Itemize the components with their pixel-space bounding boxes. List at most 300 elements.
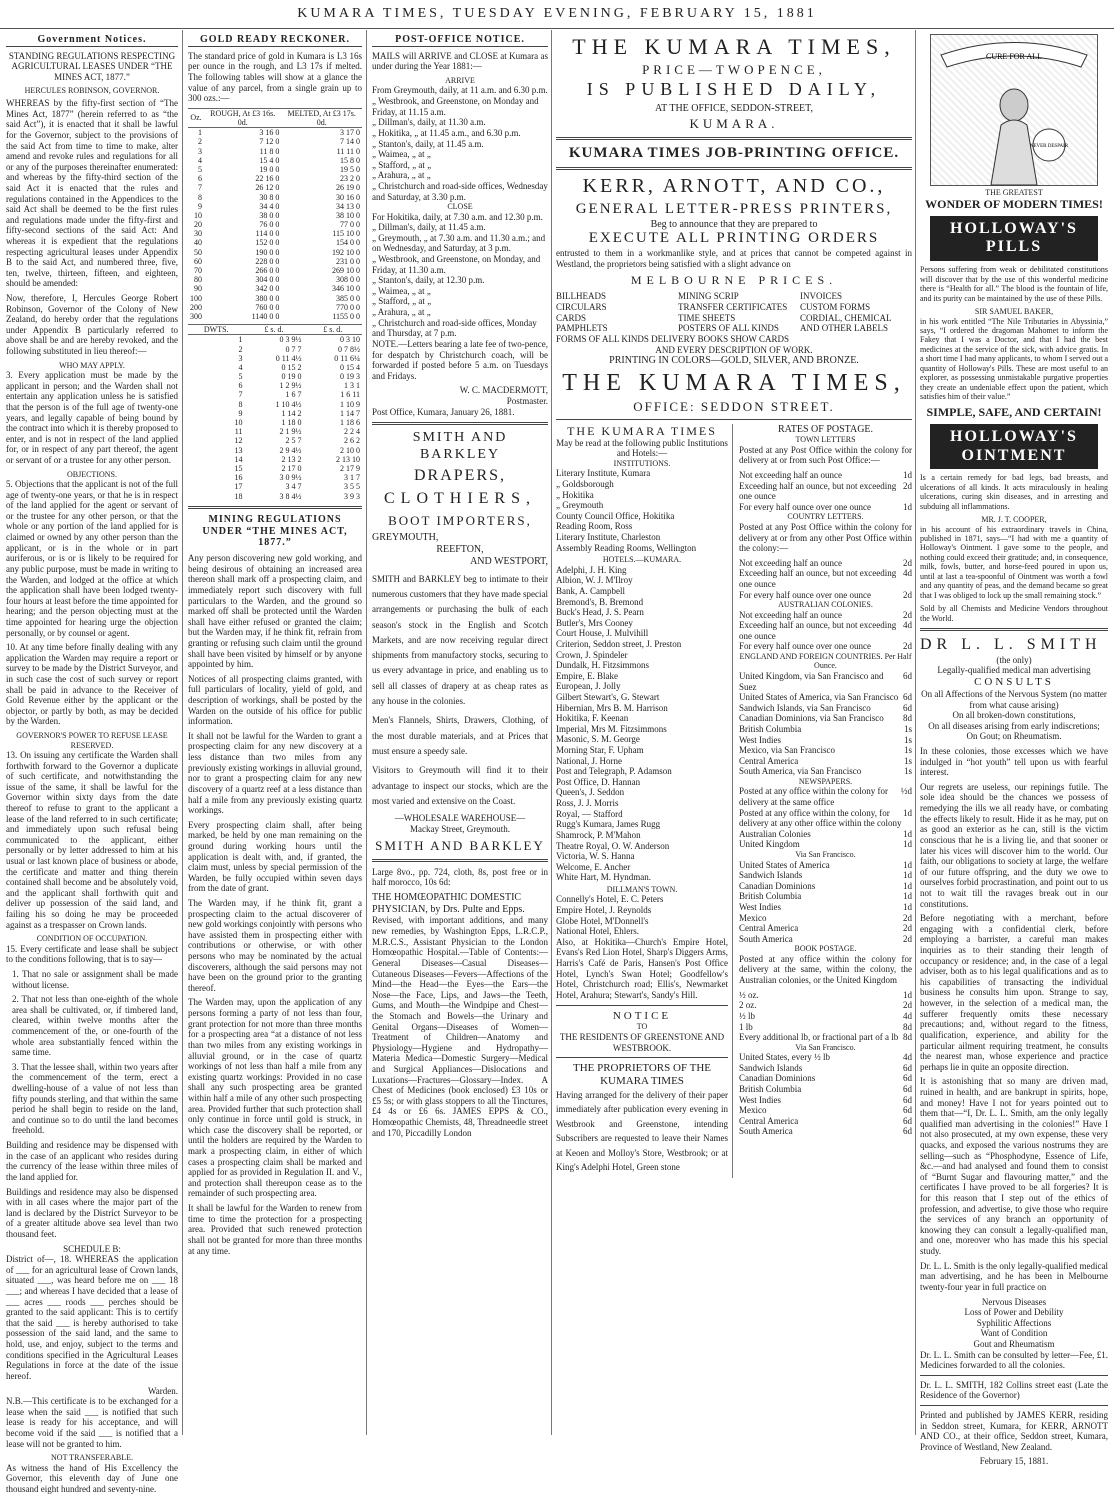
table-cell: 50 [194, 247, 202, 257]
list-item: Gilbert Stewart's, G. Stewart [556, 692, 660, 702]
paragraph: in his work entitled “The Nile Tributaries in Abyssinia,” says, “I ordered the dragoman Mahomet to inform the Fakey that I was a Doctor, and that I had the best medicines at the service of the sick, with advice gratis. In a short time I had many applicants, to whom I served out a quantity of Holloway's Pills. These are most useful to an explorer, as possessing unmistakable purgative properties they create an undeniable effect upon the patient, which satisfies him of their value.” [920, 316, 1108, 402]
list-item: „ Stanton's, daily, at 11.45 a.m. [372, 138, 484, 149]
table-cell: 34 13 0 [336, 201, 360, 211]
notice-title: STANDING REGULATIONS RESPECTING AGRICULTURAL LEASES UNDER “THE MINES ACT, 1877.” [8, 50, 176, 83]
subheading: CONDITION OF OCCUPATION. [36, 934, 148, 944]
table-cell: 3 [198, 146, 202, 156]
gold-oz-table [188, 108, 362, 321]
table-cell: 1 10 9 [340, 399, 360, 409]
subheading: OBJECTIONS. [66, 469, 117, 479]
ad-line: —WHOLESALE WAREHOUSE— [394, 813, 526, 824]
rate-value: 1d [903, 989, 912, 1000]
rate-row [739, 1032, 912, 1043]
list-item: Empire Hotel, J. Reynolds [556, 905, 652, 916]
list-item: „ Stafford, „ at „ [372, 296, 432, 307]
table-row [188, 400, 362, 409]
list-item: Butler's, Mrs Cooney [556, 617, 633, 628]
list-item: CARDS [556, 312, 587, 323]
table-cell: 1 18 6 [340, 418, 360, 428]
list-item: Bank, A. Campbell [556, 585, 625, 596]
table-header: DWTS. [188, 325, 244, 335]
table-cell: 346 10 0 [332, 284, 360, 294]
paragraph: It shall be lawful for the Warden to renew from time to time the protection for a prospecting area. Provided that such renewed protection shall not be granted for more than three months at any time. [188, 1203, 362, 1256]
paragraph: Large 8vo., pp. 724, cloth, 8s, post free or in half morocco, 10s 6d: [372, 866, 548, 888]
ad-heading: THE KUMARA TIMES, [562, 369, 906, 396]
table-cell: 38 10 0 [336, 210, 360, 220]
table-row [188, 427, 362, 436]
table-cell: 2 5 7 [285, 436, 302, 446]
ad-line: FORMS OF ALL KINDS DELIVERY BOOKS SHOW CARDS [556, 333, 789, 344]
table-cell: 770 0 0 [336, 302, 360, 312]
arrive-list [372, 85, 548, 202]
list-item: Literary Institute, Kumara [556, 468, 651, 479]
rate-value: 1d [903, 870, 912, 881]
table-cell: 16 [234, 473, 243, 483]
rate-label: South America, via San Francisco [739, 766, 862, 777]
list-item: POSTERS OF ALL KINDS [678, 323, 779, 334]
rate-label: For every half ounce over one ounce [739, 589, 871, 600]
list-item: „ Dillman's, daily, at 11.30 a.m. [372, 117, 486, 128]
table-row [188, 418, 362, 427]
rates-list [739, 610, 912, 652]
column-government-notices [6, 32, 178, 1494]
close-list [372, 212, 548, 339]
subheading: ENGLAND AND FOREIGN COUNTRIES. Per Half Ounce. [739, 652, 912, 671]
list-item: Shamrock, P. M'Mahon [556, 829, 641, 840]
rate-label: Every additional lb, or fractional part of a lb [739, 1032, 899, 1043]
rate-label: British Columbia [739, 891, 802, 902]
paragraph: 13. On issuing any certificate the Warden shall forthwith forward to the Governor a duplicate of such certificate, and notwithstanding the issue of the same, it shall be lawful for the Governor within sixty days from the date thereof to refuse to grant to the applicant a lease of the land referred to in such certificate; and immediately upon such refusal being communicated to the applicant, either personally or by letter addressed to him at his usual or last known place of business or abode, the certificate and matter and thing therein contained shall become and be absolutely void, and the applicant shall forthwith quit and deliver up possession of the said land, and failing his so doing he may be proceeded against as a trespasser on Crown lands. [6, 749, 178, 930]
table-cell: 22 16 0 [255, 174, 280, 184]
ad-line: (the only) [996, 654, 1032, 665]
rate-row [739, 1073, 912, 1084]
ad-line: TO [636, 1022, 648, 1032]
column-divider [182, 30, 183, 1435]
paragraph: Now, therefore, I, Hercules George Robert Robinson, Governor of the Colony of New Zealand, do hereby order that the regulations under Appendix B particularly referred to above shall be and are hereby revoked, and the following substituted in lieu thereof:— [6, 293, 178, 357]
table-cell: 10 [194, 210, 202, 220]
subheading: Via San Francisco. [795, 850, 856, 860]
table-cell: 1 6 7 [285, 390, 302, 400]
paragraph: 10. At any time before finally dealing with any application the Warden may require a report or survey to be made by the District Surveyor, and in such case the cost of such survey or report shall be paid in advance to the Receiver of Gold Revenue either by the applicant or the objector, or partly by both, as may be decided by the Warden. [6, 642, 178, 727]
table-cell: 0 11 4½ [275, 353, 302, 363]
table-cell: 11 [234, 427, 243, 437]
list-item: „ Westbrook, and Greenstone, on Monday and Friday, at 11.15 a.m. [372, 96, 539, 117]
list-item: Loss of Power and Debility [964, 1307, 1064, 1318]
table-cell: 10 [234, 418, 243, 428]
rate-label: Canadian Dominions, via San Francisco [739, 713, 884, 724]
list-item: Empire, E. Blake [556, 670, 618, 681]
table-cell: 15 [234, 463, 243, 473]
rate-label: United Kingdom [739, 839, 800, 850]
table-cell: 0 15 2 [281, 362, 302, 372]
table-cell: 19 5 0 [340, 164, 360, 174]
table-cell: 30 [194, 229, 202, 239]
rates-list [739, 860, 912, 945]
table-cell: 90 [194, 284, 202, 294]
table-row [188, 156, 362, 165]
table-cell: 0 3 9½ [279, 335, 302, 345]
list-item: Post Office, D. Hannan [556, 776, 641, 787]
rate-label: Exceeding half an ounce, but not exceeding one ounce [739, 568, 897, 589]
table-cell: 342 0 0 [255, 284, 280, 294]
ad-heading: SIMPLE, SAFE, AND CERTAIN! [926, 405, 1102, 420]
seal-text: NEVER DESPAIR [1029, 144, 1069, 149]
table-cell: 0 7 8½ [338, 344, 360, 354]
rate-value: 6d [903, 1062, 912, 1073]
list-item: Masonic, S. M. George [556, 734, 640, 745]
rate-value: 6d [903, 702, 912, 713]
ad-line: MELBOURNE PRICES. [630, 273, 838, 288]
rate-row [739, 641, 912, 652]
table-row [188, 455, 362, 464]
table-cell: 1 [238, 335, 243, 345]
table-cell: 7 14 0 [340, 137, 360, 147]
rates-list [739, 1052, 912, 1137]
ad-heading: NOTICE [612, 1009, 672, 1022]
table-row [188, 229, 362, 238]
table-cell: 1140 0 0 [251, 311, 280, 321]
rate-label: British Columbia [739, 723, 802, 734]
rate-value: 1d [903, 828, 912, 839]
paragraph: The Warden may, if he think fit, grant a prospecting claim to the actual discoverer of new gold workings conjointly with persons who have assisted them in prospecting either with contributions or otherwise, or with other persons who may be nominated by the actual discoverers, although the said persons may not have been on the ground prior to the granting thereof. [188, 898, 362, 993]
table-cell: 7 12 0 [259, 137, 280, 147]
rate-value: 6d [903, 692, 912, 703]
rate-row [739, 1105, 912, 1116]
table-row [188, 193, 362, 202]
table-cell: 3 8 4½ [279, 491, 302, 501]
rates-list [739, 786, 912, 850]
table-cell: 4 [238, 362, 243, 372]
rate-value: 4d [903, 1052, 912, 1063]
table-cell: 11 8 0 [259, 146, 280, 156]
subheading: MR. J. T. COOPER, [981, 515, 1047, 525]
table-cell: 2 17 9 [340, 463, 360, 473]
rate-value: 1d [903, 839, 912, 850]
list-item: 3. That the lessee shall, within two years after the commencement of the term, erect a dwelling-house of a value of not less than fifty pounds sterling, and that within the same period he shall begin to reside on the land, and continue so to do until the land becomes freehold. [12, 1061, 178, 1136]
list-item: BILLHEADS [556, 291, 606, 302]
table-cell: 26 19 0 [336, 183, 360, 193]
paragraph: 3. Every application must be made by the applicant in person; and the Warden shall not entertain any application unless he is satisfied that the person is of the full age of twenty-one years, and legally capable of being bound by the contract into which it is thereby proposed to enter, and is not in respect of the land applied for, or in respect of any part thereof, the agent or servant of or a trustee for any other person. [6, 370, 178, 465]
banner-text: CURE FOR ALL [985, 52, 1043, 61]
table-cell: 70 [194, 266, 202, 276]
rate-value: 1d [903, 901, 912, 912]
ad-line: May be read at the following public Institutions and Hotels:— [556, 437, 728, 459]
table-row [188, 354, 362, 363]
reckoner-title: GOLD READY RECKONER. [188, 34, 362, 47]
table-cell: 17 [234, 482, 243, 492]
paragraph: 15. Every certificate and lease shall be subject to the conditions following, that is to say— [6, 943, 178, 965]
list-item: Albion, W. J. M'Ilroy [556, 575, 633, 586]
list-item: CORDIAL, CHEMICAL [800, 312, 892, 323]
subheading: NEWSPAPERS. [798, 777, 853, 786]
table-row [188, 381, 362, 390]
ad-heading: BOOT IMPORTERS, [388, 512, 532, 528]
list-item: „ Christchurch and road-side offices, Wednesday and Saturday, at 3.30 p.m. [372, 180, 548, 202]
table-cell: 23 2 0 [340, 174, 360, 184]
list-item: „ Goldsborough [556, 478, 614, 489]
table-cell: 1 18 0 [281, 418, 302, 428]
ad-heading: THE KUMARA TIMES [567, 423, 717, 438]
table-cell: 2 [198, 137, 202, 147]
table-cell: 1 14 7 [340, 408, 360, 418]
list-item: European, J. Jolly [556, 681, 621, 692]
paragraph: In these colonies, those excesses which we have indulged in “hot youth” tell upon us with fearful interest. [920, 746, 1108, 778]
ad-line: THE RESIDENTS OF GREENSTONE AND WESTBROOK. [559, 1031, 725, 1053]
rate-value: 6d [903, 1126, 912, 1137]
paragraph: Posted at any office within the colony for delivery at the same, within the colony, the Australian colonies, or the United Kingdom [739, 953, 912, 986]
subheading: Via San Francisco. [795, 1042, 856, 1052]
table-row [188, 266, 362, 275]
ad-line: THE GREATEST [985, 188, 1043, 197]
table-cell: 3 5 5 [344, 482, 360, 492]
rate-value: 2d [903, 641, 912, 652]
table-cell: 3 16 0 [259, 128, 280, 138]
rate-row [739, 1126, 912, 1137]
table-cell: 0 19 0 [281, 372, 302, 382]
table-cell: 154 0 0 [336, 238, 360, 248]
ad-heading: CLOTHIERS, [384, 490, 536, 508]
rate-label: Canadian Dominions [739, 880, 816, 891]
rate-value: 2d [903, 933, 912, 944]
subheading: GOVERNOR'S POWER TO REFUSE LEASE RESERVED. [16, 731, 168, 750]
table-cell: 8 [198, 192, 202, 202]
list-item: „ Dillman's, daily, at 11.45 a.m. [372, 222, 486, 233]
table-cell: 19 0 0 [259, 164, 280, 174]
rate-value: 2d [903, 557, 912, 568]
subheading: NOT TRANSFERABLE. [51, 1453, 133, 1463]
table-cell: 1 [198, 128, 202, 138]
list-item: 1. That no sale or assignment shall be made without license. [12, 968, 178, 990]
dillmans-list [556, 894, 728, 936]
paragraph: Notices of all prospecting claims granted, with full particulars of locality, yield of gold, and description of workings, shall be posted by the Warden on the outside of his office for public information. [188, 673, 362, 727]
table-cell: 1 10 4½ [275, 399, 302, 409]
subheading: HOTELS.—KUMARA. [602, 555, 682, 565]
table-cell: 0 3 10 [340, 335, 360, 345]
table-cell: 0 11 6¼ [334, 353, 360, 363]
rate-row [739, 620, 912, 641]
list-item: „ Stafford, „ at „ [372, 159, 432, 170]
list-item: Hibernian, Mrs B. M. Harrison [556, 702, 668, 713]
table-cell: 80 [194, 275, 202, 285]
rate-value: 6d [903, 1073, 912, 1084]
subheading: DILLMAN'S TOWN. [606, 884, 678, 894]
rate-row [739, 470, 912, 481]
rate-row [739, 692, 912, 703]
table-cell: 14 [234, 454, 243, 464]
list-item: Ross, J. J. Morris [556, 798, 619, 809]
ad-line: Legally-qualified medical man advertising [937, 665, 1091, 676]
list-item: Crown, J. Spindeler [556, 649, 628, 660]
rate-row [739, 1095, 912, 1106]
ad-line: On all Affections of the Nervous System (no matter from what cause arising) [921, 689, 1107, 710]
rates-list [739, 671, 912, 777]
ad-heading: RATES OF POSTAGE. [777, 423, 874, 435]
list-item: „ Greymouth [556, 500, 604, 511]
list-item: „ Arahura, „ at „ [372, 307, 431, 318]
list-item: „ Arahura, „ at „ [372, 170, 431, 181]
list-item: „ Hokitika, „ at 11.45 a.m., and 6.30 p.m. [372, 127, 521, 138]
paragraph: Dr. L. L. SMITH, 182 Collins street east (Late the Residence of the Governor) [920, 1379, 1108, 1401]
list-item: Victoria, W. S. Hanna [556, 851, 635, 862]
ad-line: PRINTING IN COLORS—GOLD, SILVER, AND BRONZE. [609, 355, 859, 367]
paragraph: Buildings and residence may also be dispensed with in all cases where the major part of the land is declared by the District Surveyor to be of a greater altitude above sea level than two thousand feet. [6, 1186, 178, 1239]
paragraph: Building and residence may be dispensed with in the case of an applicant who resides during the currency of the lease within three miles of the land applied for. [6, 1140, 178, 1182]
table-cell: 228 0 0 [255, 256, 280, 266]
column-divider [915, 30, 916, 1435]
list-item: Gout and Rheumatism [973, 1338, 1055, 1349]
paragraph: Having arranged for the delivery of their paper immediately after publication every evening in Westbrook and Greenstone, intending Subscribers are requested to leave their Names at Keoen and Molloy's Store, Westbrook; or at King's Adelphi Hotel, Green stone [556, 1090, 728, 1173]
rate-label: Posted at any office within the colony, for delivery at any other office within the colony [739, 807, 902, 829]
list-item: National, J. Horne [556, 755, 622, 766]
table-cell: 380 0 0 [255, 293, 280, 303]
table-cell: 13 [234, 445, 243, 455]
rate-row [739, 881, 912, 892]
rate-row [739, 1000, 912, 1011]
paragraph: NOTE.—Letters bearing a late fee of two-pence, for despatch by Christchurch coach, will be forwarded if posted before 5 a.m. on Tuesdays and Fridays. [372, 338, 548, 381]
paragraph: Every prospecting claim shall, after being marked, be held by one man remaining on the ground during working hours until the application is dealt with, and, if granted, the claim must, unless by special permission of the Warden, be fully occupied within seven days from the date of grant. [188, 819, 362, 894]
rate-value: 6d [903, 670, 912, 681]
table-row [188, 390, 362, 399]
paragraph: Posted at any Post Office within the colony for delivery at or from such Post Office:— [739, 444, 912, 466]
subheading: SCHEDULE B: [63, 1243, 121, 1254]
table-row [188, 128, 362, 138]
list-item: Want of Condition [980, 1328, 1048, 1339]
paragraph: Dr. L. L. Smith is the only legally-qualified medical man advertising, and he has been in Melbourne twenty-four year in full practice on [920, 1260, 1108, 1292]
list-item: Criterion, Seddon street, J. Preston [556, 638, 682, 649]
table-cell: 231 0 0 [336, 256, 360, 266]
holloway-vignette [930, 34, 1098, 186]
list-item: „ Waimea, „ at „ [372, 285, 431, 296]
list-item: Buck's Head, J. S. Pearn [556, 607, 644, 618]
table-cell: 200 [190, 302, 202, 312]
rate-row [739, 1063, 912, 1074]
table-cell: 1 3 1 [344, 381, 360, 391]
list-item: Nervous Diseases [981, 1296, 1047, 1307]
table-row [188, 409, 362, 418]
list-item: Connelly's Hotel, E. C. Peters [556, 894, 664, 905]
table-cell: 1 6 11 [340, 390, 360, 400]
table-row [188, 473, 362, 482]
table-cell: 308 0 0 [336, 275, 360, 285]
column-divider [366, 30, 367, 1435]
column-post-office [372, 32, 548, 1432]
rate-label: Central America [739, 923, 799, 934]
ad-line: KUMARA. [689, 116, 779, 132]
table-row [188, 312, 362, 321]
table-row [188, 284, 362, 293]
rate-value: 1s [903, 745, 912, 756]
paragraph: The standard price of gold in Kumara is L3 16s per ounce in the rough, and L3 17s if melted. The following tables will show at a glance the value of any parcel, from a single grain up to 300 ozs.:— [188, 50, 362, 104]
table-cell: 2 13 2 [281, 454, 302, 464]
list-item: INVOICES [800, 291, 842, 302]
ad-line: On all diseases arising from early indiscretions; [928, 720, 1100, 731]
reading-rooms-column [556, 424, 733, 1179]
rate-value: 1d [903, 880, 912, 891]
rate-value: ½d [900, 786, 912, 797]
hygeia-figure-icon [931, 35, 1097, 185]
table-row [188, 183, 362, 192]
table-header: £ s. d. [244, 325, 303, 335]
rate-row [739, 1084, 912, 1095]
rate-label: Central America [739, 1115, 799, 1126]
subheading: BOOK POSTAGE. [794, 944, 857, 954]
list-item: Royal, — Stafford [556, 808, 623, 819]
table-cell: 1 14 2 [281, 408, 302, 418]
table-row [188, 220, 362, 229]
paragraph: in his account of his extraordinary travels in China, published in 1871, says—“I had with me a quantity of Holloway's Ointment. I gave some to the people, and nothing could exceed their gratitude; and, in consequence, milk, fowls, butter, and horse-feed poured in upon us, until at last a tea-spoonful of Ointment was worth a fowl and any quantity of peas, and the demand became so great that I was obliged to lock up the small remaining stock.” [920, 524, 1108, 600]
table-cell: 2 1 9½ [279, 427, 302, 437]
paragraph: Revised, with important additions, and many new remedies, by Washington Epps, L.R.C.P., M.R.C.S., Assistant Physician to the London Homœopathic Hospital.—Table of Contents:—General Diseases—Casual Diseases—Cutaneous Diseases—Fevers—Affections of the Mind—the Head—the Eyes—the Ears—the Nose—the Face, Lips, and Jaws—the Teeth, Gums, and Mouth—the Windpipe and Chest—the Stomach and Bowels—the Urinary and Genital Organs—Diseases of Women—Treatment of Children—Anatomy and Physiology—Hygiene and Hydropathy—Materia Medica—Domestic Surgery—Medical and Surgical Appliances—Dislocations and Luxations—Fractures—Glossary—Index. A Chest of Medicines (book enclosed) £3 10s or £5 5s; or with glass stoppers to all the Tinctures, £4 4s or £6 6s. JAMES EPPS & CO., Homœopathic Chemists, 48, Threadneedle street and 170, Piccadilly London [372, 915, 548, 1138]
ad-heading: SMITH AND BARKLEY [375, 838, 545, 854]
rate-label: Mexico [739, 912, 767, 923]
rate-label: Not exceeding half an ounce [739, 557, 842, 568]
table-cell: 2 6 2 [344, 436, 360, 446]
imprint-date: February 15, 1881. [979, 1456, 1049, 1467]
table-cell: 11 11 0 [336, 146, 360, 156]
rate-label: West Indies [739, 734, 782, 745]
rates-list [739, 990, 912, 1032]
rate-value: 4d [903, 1010, 912, 1021]
rate-value: 1d [903, 501, 912, 512]
list-item: Welcome, E. Ancher [556, 861, 631, 872]
rates-list [739, 1032, 912, 1043]
table-header: ROUGH, At £3 16s. 0d. [204, 108, 281, 127]
rate-label: Australian Colonies [739, 828, 811, 839]
ad-heading: DR L. L. SMITH [920, 635, 1102, 653]
list-item: County Council Office, Hokitika [556, 510, 675, 521]
table-cell: 9 [198, 201, 202, 211]
table-cell: 40 [194, 238, 202, 248]
masthead: KUMARA TIMES, TUESDAY EVENING, FEBRUARY 15, 1881 [0, 0, 1114, 29]
table-row [188, 492, 362, 501]
list-item: PAMPHLETS [556, 323, 608, 334]
post-office-date: Post Office, Kumara, January 26, 1881. [372, 406, 515, 417]
postage-rates-column [739, 424, 912, 1179]
table-cell: 5 [238, 372, 243, 382]
rate-label: United States of America, via San Francisco [739, 692, 899, 703]
table-cell: 192 10 0 [332, 247, 360, 257]
rate-label: West Indies [739, 901, 782, 912]
table-row [188, 211, 362, 220]
rate-row [739, 745, 912, 756]
paragraph: As witness the hand of His Excellency the Governor, this eleventh day of June one thousand eight hundred and seventy-nine. [6, 1462, 178, 1494]
table-cell: 7 [198, 183, 202, 193]
rate-label: Exceeding half an ounce, but not exceeding one ounce [739, 620, 897, 641]
table-row [188, 303, 362, 312]
table-cell: 190 0 0 [255, 247, 280, 257]
notice-signer: HERCULES ROBINSON, GOVERNOR. [24, 85, 160, 95]
table-cell: 385 0 0 [336, 293, 360, 303]
rate-label: South America [739, 933, 793, 944]
paragraph: Is a certain remedy for bad legs, bad breasts, and ulcerations of all kinds. It acts miraculously in healing ulcerations, curing skin diseases, and in arresting and subduing all inflammations. [920, 473, 1108, 511]
rate-label: 2 oz. [739, 1000, 757, 1011]
rates-list [739, 470, 912, 512]
rate-row [739, 1116, 912, 1127]
rate-value: 2d [903, 589, 912, 600]
list-item: „ Hokitika [556, 489, 594, 500]
subheading: WHO MAY APPLY. [59, 360, 125, 370]
rate-label: 1 lb [739, 1021, 753, 1032]
rate-label: Posted at any office within the colony for delivery at the same office [739, 786, 889, 808]
ad-line: AT THE OFFICE, SEDDON-STREET, [654, 102, 814, 114]
table-cell: 3 0 9½ [279, 473, 302, 483]
rates-list [739, 558, 912, 600]
list-item: TIME SHEETS [678, 312, 736, 323]
holloway-pills-banner: HOLLOWAY'S PILLS [930, 216, 1098, 262]
list-item: Syphilitic Affections [976, 1317, 1052, 1328]
rate-label: United States, every ½ lb [739, 1052, 830, 1063]
table-cell: 76 0 0 [259, 220, 280, 230]
